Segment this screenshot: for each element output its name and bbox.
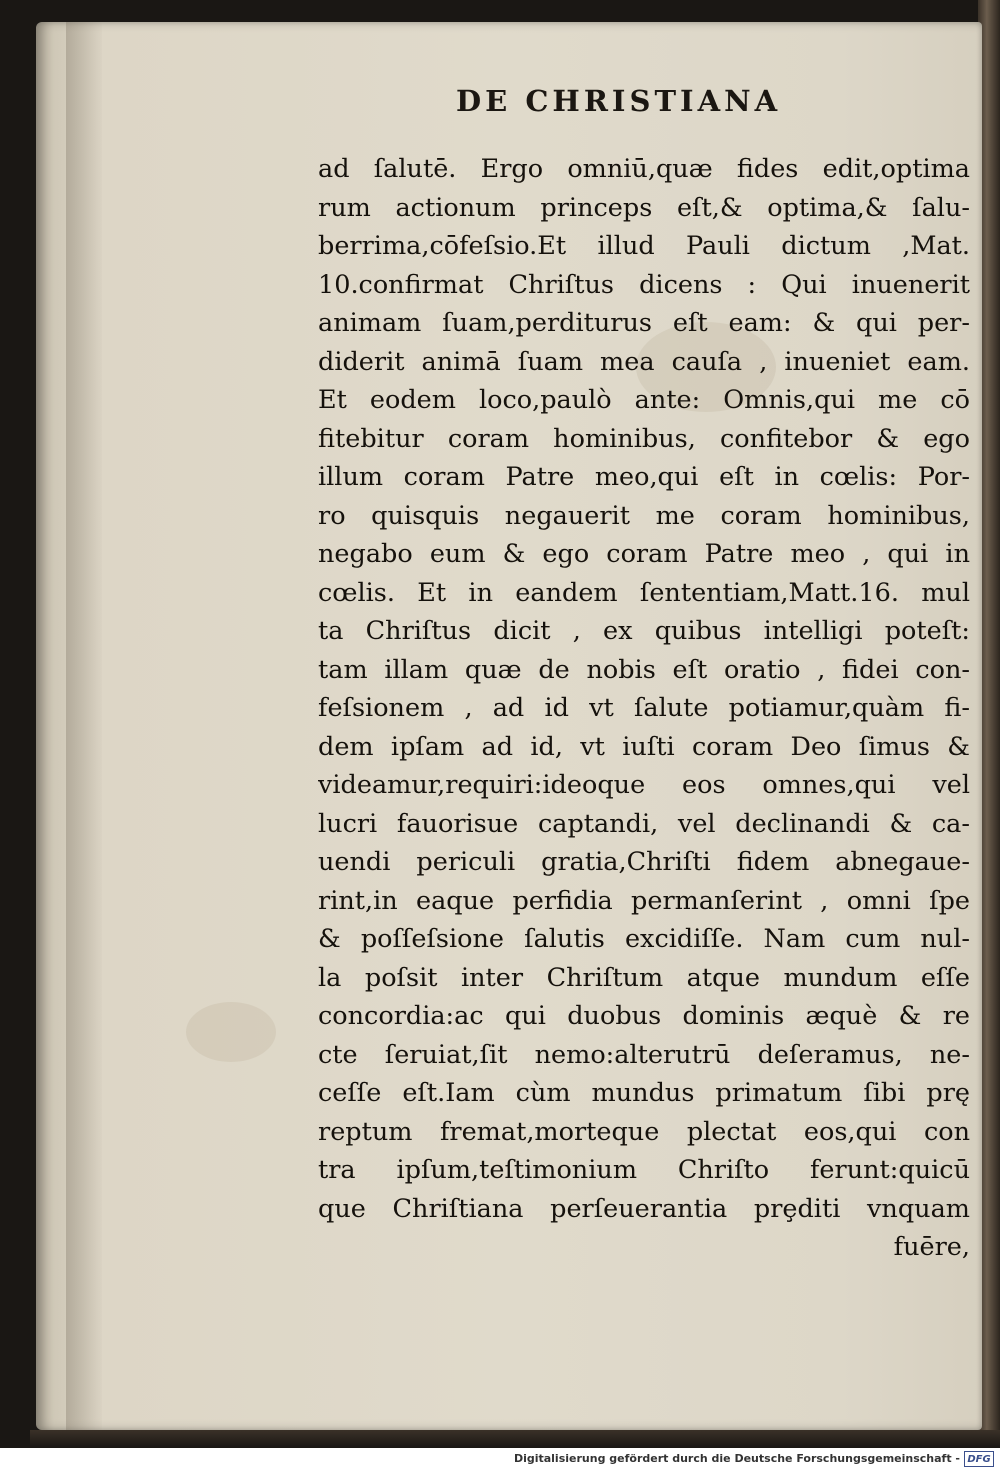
text-line: lucri fauorisue captandi, vel declinandi & ca-	[318, 808, 970, 839]
text-line: negabo eum & ego coram Patre meo , qui in	[318, 539, 970, 569]
book-page	[36, 22, 982, 1430]
text-line: illum coram Patre meo,qui eſt in cœlis: Por-	[318, 462, 970, 492]
funding-credit: Digitalisierung gefördert durch die Deutsche Forschungsgemeinschaft -	[513, 1452, 960, 1465]
text-line: ro quisquis negauerit me coram hominibus,	[318, 500, 970, 531]
text-line: feſsionem , ad id vt ſalute potiamur,quàm fi-	[318, 693, 970, 723]
text-line: & poſſeſsione ſalutis excidiſſe. Nam cum nul-	[318, 924, 970, 954]
text-line: uendi periculi gratia,Chriſti fidem abnegaue-	[318, 847, 970, 877]
text-line: tam illam quæ de nobis eſt oratio , fidei con-	[318, 654, 970, 685]
text-line: ad ſalutē. Ergo omniū,quæ fides edit,optima	[318, 154, 970, 184]
dfg-logo-icon: DFG	[964, 1451, 994, 1467]
text-line: dem ipſam ad id, vt iuſti coram Deo ſimus &	[318, 731, 970, 762]
text-line: la poſsit inter Chriſtum atque mundum eſſe	[318, 962, 970, 993]
text-line: fitebitur coram hominibus, confitebor & ego	[318, 423, 970, 454]
text-line: animam ſuam,perditurus eſt eam: & qui per-	[318, 308, 970, 338]
text-line: 10.confirmat Chriſtus dicens : Qui inuenerit	[318, 269, 970, 300]
text-line: berrima,cōfeſsio.Et illud Pauli dictum ,Mat.	[318, 231, 970, 261]
text-line: rint,in eaque perfidia permanſerint , omni ſpe	[318, 885, 970, 916]
footer-bar	[0, 1448, 1000, 1472]
text-line: ceſſe eſt.Iam cùm mundus primatum ſibi prę	[318, 1078, 970, 1108]
text-line: diderit animā ſuam mea cauſa , inueniet eam.	[318, 346, 970, 377]
text-line: ta Chriſtus dicit , ex quibus intelligi poteſt:	[318, 616, 970, 646]
text-line: que Chriſtiana perſeuerantia prȩditi vnquam	[318, 1193, 970, 1224]
page-gutter	[66, 22, 102, 1430]
text-block	[318, 150, 970, 1267]
catchword: fuēre,	[893, 1232, 970, 1262]
text-line: cœlis. Et in eandem ſententiam,Matt.16. mul	[318, 577, 970, 608]
text-line: cte ſeruiat,ſit nemo:alterutrū deſeramus, ne-	[318, 1039, 970, 1070]
running-head: DE CHRISTIANA	[456, 84, 782, 118]
paper-stain	[186, 1002, 276, 1062]
text-line: concordia:ac qui duobus dominis æquè & re	[318, 1001, 970, 1031]
text-line: rum actionum princeps eſt,& optima,& ſalu-	[318, 192, 970, 223]
text-line: videamur,requiri:ideoque eos omnes,qui vel	[318, 770, 970, 800]
text-line: tra ipſum,teſtimonium Chriſto ferunt:quicū	[318, 1155, 970, 1185]
text-line: Et eodem loco,paulò ante: Omnis,qui me cō	[318, 385, 970, 415]
book-edge-bottom	[30, 1430, 1000, 1448]
text-line: reptum fremat,morteque plectat eos,qui con	[318, 1116, 970, 1147]
